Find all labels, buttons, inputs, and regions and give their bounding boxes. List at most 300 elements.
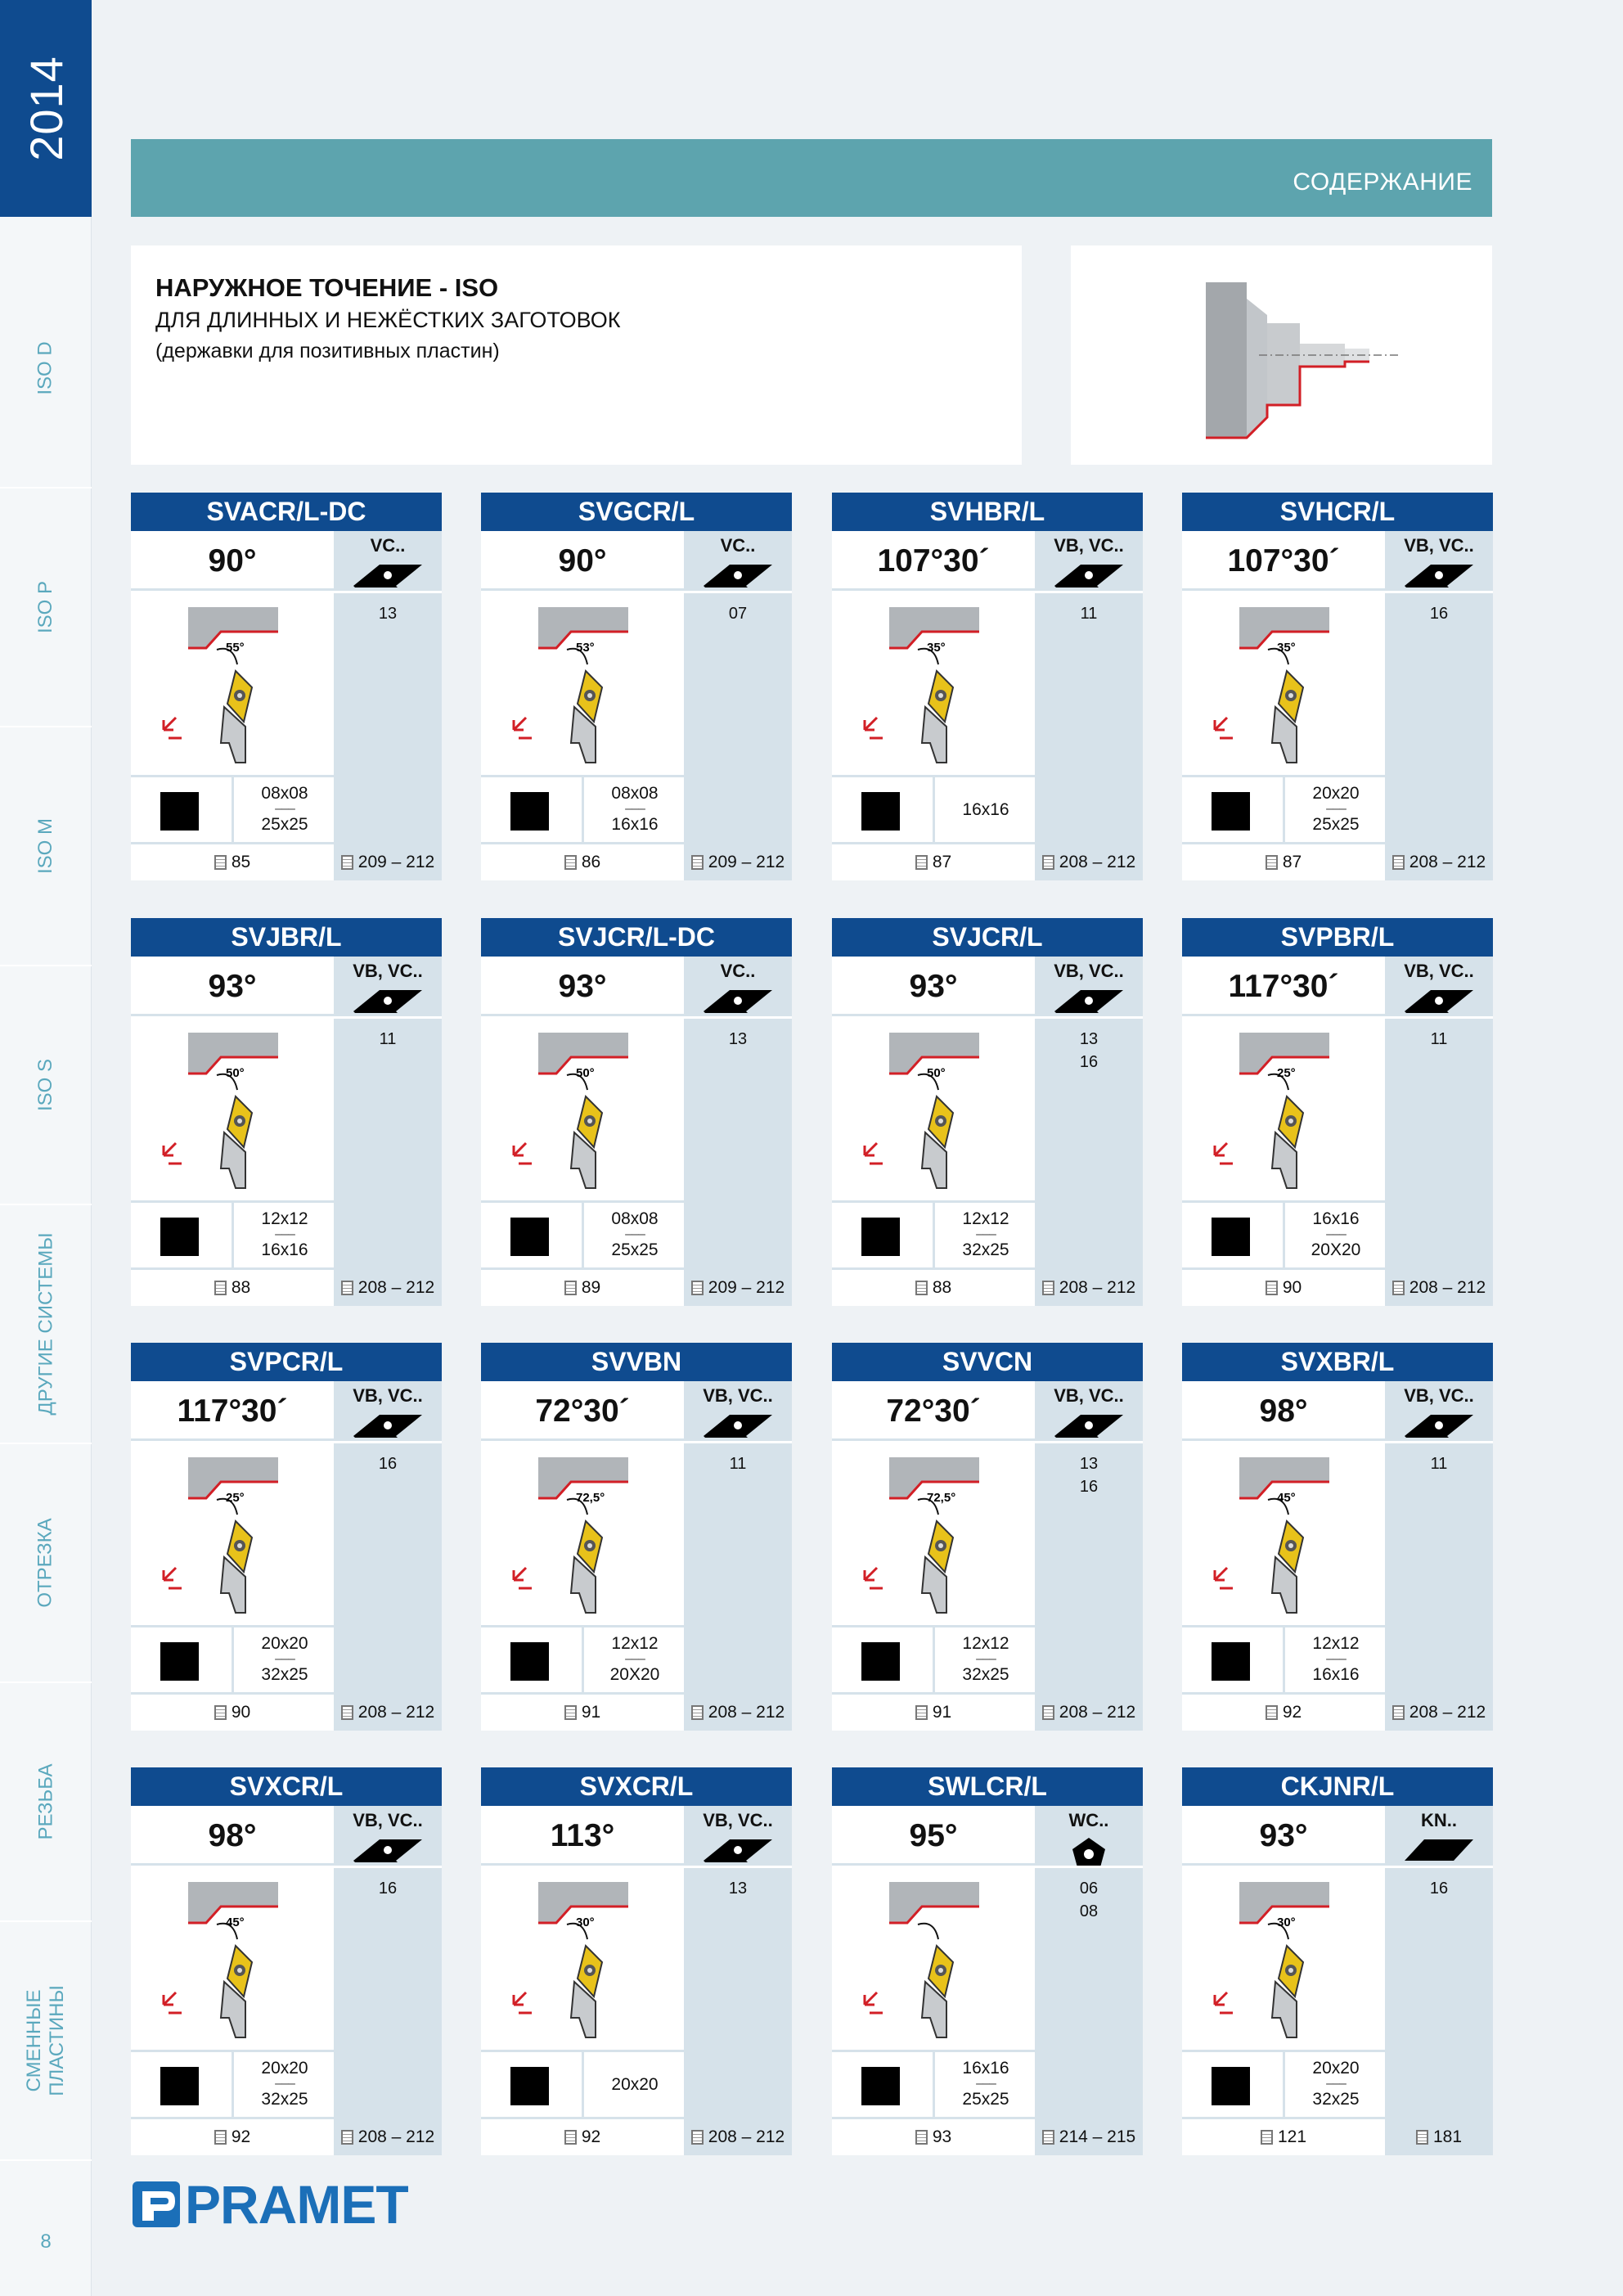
- divider: [933, 2052, 935, 2119]
- shank-size-min: 08x08: [611, 784, 659, 803]
- catalog-page-link[interactable]: [481, 2126, 684, 2149]
- year-tab[interactable]: [0, 0, 92, 217]
- page-icon: [1042, 1281, 1054, 1295]
- divider: [933, 1627, 935, 1695]
- approach-angle: 95°: [832, 1806, 1035, 1866]
- tool-code[interactable]: SVPCR/L: [131, 1343, 442, 1381]
- square-shank-icon: [510, 792, 549, 831]
- insert-pages: 209 – 212: [357, 853, 435, 871]
- tool-card[interactable]: [1182, 1343, 1493, 1731]
- page-icon: [214, 2130, 227, 2145]
- tool-code[interactable]: SVGCR/L: [481, 493, 792, 531]
- range-dash: –––: [275, 802, 294, 816]
- range-dash: –––: [275, 1227, 294, 1241]
- tool-card[interactable]: [131, 1767, 442, 2155]
- tool-card[interactable]: [1182, 918, 1493, 1306]
- sidebar-tab-iso-p[interactable]: [0, 488, 92, 727]
- range-dash: –––: [1326, 1227, 1346, 1241]
- insert-pages-link[interactable]: [684, 1701, 792, 1724]
- divider: [933, 777, 935, 844]
- square-shank-icon: [510, 1642, 549, 1681]
- catalog-page-link[interactable]: [131, 1701, 334, 1724]
- square-shank-icon: [1212, 1218, 1250, 1256]
- catalog-page-link[interactable]: [1182, 1276, 1385, 1299]
- tool-drawing: [1190, 599, 1377, 775]
- tool-drawing: [489, 1449, 676, 1625]
- page-icon: [1416, 2130, 1428, 2145]
- insert-pages: 208 – 212: [1059, 1278, 1136, 1297]
- insert-sizes: 13: [728, 1030, 748, 1048]
- catalog-page: 87: [932, 853, 952, 871]
- insert-pages-link[interactable]: [1035, 1276, 1143, 1299]
- approach-angle: 117°30´: [131, 1381, 334, 1441]
- catalog-page: 91: [932, 1703, 952, 1722]
- drawing-angle-label: 45°: [1277, 1491, 1296, 1505]
- divider: [1385, 1441, 1493, 1443]
- tool-code[interactable]: SVACR/L-DC: [131, 493, 442, 531]
- insert-pages-link[interactable]: [1035, 851, 1143, 874]
- insert-pages-link[interactable]: [684, 1276, 792, 1299]
- drawing-angle-label: 25°: [1277, 1066, 1296, 1080]
- catalog-page: 90: [1282, 1278, 1302, 1297]
- tool-code[interactable]: SVVBN: [481, 1343, 792, 1381]
- insert-pages-link[interactable]: [1385, 2126, 1493, 2149]
- shank-section: [1182, 2050, 1385, 2119]
- page-icon: [214, 1705, 227, 1720]
- divider: [1035, 1016, 1143, 1019]
- insert-sizes: 13: [728, 1880, 748, 1898]
- square-shank-icon: [1212, 1642, 1250, 1681]
- catalog-page: 121: [1277, 2127, 1307, 2146]
- tool-card[interactable]: [131, 1343, 442, 1731]
- tool-card[interactable]: [832, 918, 1143, 1306]
- tool-drawing: [139, 599, 326, 775]
- tool-card[interactable]: [832, 493, 1143, 880]
- tool-card[interactable]: [481, 1767, 792, 2155]
- divider: [582, 1203, 584, 1270]
- page-icon: [341, 1705, 353, 1720]
- shank-size-min: 08x08: [611, 1209, 659, 1228]
- divider: [232, 1627, 234, 1695]
- drawing-angle-label: 50°: [226, 1066, 245, 1080]
- tool-drawing: [489, 1024, 676, 1200]
- shank-size-min: 12x12: [261, 1209, 308, 1228]
- tool-card[interactable]: [832, 1343, 1143, 1731]
- drawing-angle-label: 30°: [576, 1916, 595, 1929]
- tool-code[interactable]: SVPBR/L: [1182, 918, 1493, 957]
- divider: [1283, 1203, 1285, 1270]
- divider: [1385, 591, 1493, 593]
- page-icon: [564, 1281, 577, 1295]
- page-note: (державки для позитивных пластин): [155, 340, 500, 362]
- sidebar-tab-threading[interactable]: [0, 1683, 92, 1922]
- catalog-page-link[interactable]: [131, 851, 334, 874]
- shank-section: [131, 1200, 334, 1270]
- section-header: [131, 139, 1492, 217]
- page-icon: [1261, 2130, 1273, 2145]
- catalog-page: 90: [231, 1703, 251, 1722]
- section-title[interactable]: СОДЕРЖАНИЕ: [1293, 169, 1472, 196]
- shank-section: [832, 1625, 1035, 1695]
- shank-size: 16x16: [962, 800, 1009, 819]
- catalog-page-link[interactable]: [1182, 2126, 1385, 2149]
- page-icon: [1392, 855, 1405, 870]
- sidebar-tab-label: ISO M: [34, 817, 56, 875]
- range-dash: –––: [976, 1227, 996, 1241]
- catalog-page: 85: [231, 853, 251, 871]
- divider: [232, 777, 234, 844]
- page-icon: [1392, 1281, 1405, 1295]
- divider: [1035, 1866, 1143, 1868]
- shank-size-max: 32x25: [261, 2090, 308, 2109]
- shank-size-max: 25x25: [1312, 815, 1360, 834]
- tool-card[interactable]: [832, 1767, 1143, 2155]
- sidebar: [0, 0, 92, 2296]
- insert-sizes: 16: [378, 1880, 398, 1898]
- page-number: 8: [40, 2231, 52, 2253]
- insert-type: VC..: [720, 535, 756, 556]
- insert-pages-link[interactable]: [1035, 2126, 1143, 2149]
- catalog-page: 88: [932, 1278, 952, 1297]
- drawing-angle-label: 72,5°: [576, 1491, 605, 1505]
- shank-section: [131, 2050, 334, 2119]
- catalog-page: 86: [581, 853, 601, 871]
- insert-pages-link[interactable]: [1385, 1276, 1493, 1299]
- insert-pages-link[interactable]: [1385, 1701, 1493, 1724]
- insert-shape-icon: [350, 1836, 425, 1864]
- insert-type: VC..: [720, 961, 756, 981]
- approach-angle: 113°: [481, 1806, 684, 1866]
- divider: [334, 591, 442, 593]
- shank-size-min: 16x16: [1312, 1209, 1360, 1228]
- insert-pages: 208 – 212: [1059, 853, 1136, 871]
- insert-pages-link[interactable]: [1385, 851, 1493, 874]
- page-title: НАРУЖНОЕ ТОЧЕНИЕ - ISO: [155, 273, 499, 302]
- catalog-page-link[interactable]: [481, 1701, 684, 1724]
- shank-section: [1182, 1200, 1385, 1270]
- divider: [582, 2052, 584, 2119]
- page-icon: [691, 1281, 704, 1295]
- tool-drawing: [840, 1024, 1027, 1200]
- catalog-page: 92: [231, 2127, 251, 2146]
- tool-drawing: [489, 599, 676, 775]
- tool-code[interactable]: SVXBR/L: [1182, 1343, 1493, 1381]
- tool-code[interactable]: SVJBR/L: [131, 918, 442, 957]
- shank-size-max: 16x16: [1312, 1665, 1360, 1684]
- page-icon: [691, 2130, 704, 2145]
- insert-pages-link[interactable]: [1035, 1701, 1143, 1724]
- shank-section: [481, 1625, 684, 1695]
- insert-type: VB, VC..: [1054, 1385, 1124, 1406]
- range-dash: –––: [976, 1652, 996, 1666]
- tool-drawing: [1190, 1874, 1377, 2050]
- drawing-angle-label: 55°: [226, 641, 245, 655]
- page-icon: [1392, 1705, 1405, 1720]
- approach-angle: 107°30´: [1182, 531, 1385, 591]
- insert-pages: 208 – 212: [357, 1278, 435, 1297]
- drawing-angle-label: 25°: [226, 1491, 245, 1505]
- catalog-page: 92: [581, 2127, 601, 2146]
- insert-shape-icon: [1401, 561, 1477, 589]
- insert-sizes: 13 16: [1079, 1030, 1099, 1071]
- insert-pages-link[interactable]: [334, 2126, 442, 2149]
- page-icon: [341, 2130, 353, 2145]
- approach-angle: 93°: [481, 957, 684, 1016]
- shank-size-max: 25x25: [261, 815, 308, 834]
- range-dash: –––: [625, 1227, 645, 1241]
- square-shank-icon: [861, 792, 900, 831]
- divider: [1385, 1016, 1493, 1019]
- page-icon: [915, 855, 928, 870]
- drawing-angle-label: 30°: [1277, 1916, 1296, 1929]
- year-label: 2014: [20, 56, 72, 161]
- tool-code[interactable]: SVVCN: [832, 1343, 1143, 1381]
- range-dash: –––: [625, 802, 645, 816]
- square-shank-icon: [160, 1218, 199, 1256]
- shank-section: [1182, 775, 1385, 844]
- insert-pages-link[interactable]: [684, 851, 792, 874]
- tool-card[interactable]: [131, 918, 442, 1306]
- tool-drawing: [840, 1449, 1027, 1625]
- tool-card[interactable]: [481, 1343, 792, 1731]
- divider: [1283, 2052, 1285, 2119]
- range-dash: –––: [976, 2077, 996, 2091]
- sidebar-tab-parting[interactable]: [0, 1444, 92, 1683]
- insert-pages: 208 – 212: [1059, 1703, 1136, 1722]
- insert-pages: 208 – 212: [1409, 1703, 1486, 1722]
- insert-type: VB, VC..: [1054, 961, 1124, 981]
- divider: [1283, 777, 1285, 844]
- catalog-page-link[interactable]: [131, 1276, 334, 1299]
- sidebar-tab-label: РЕЗЬБА: [34, 1763, 56, 1840]
- square-shank-icon: [160, 2067, 199, 2105]
- shank-section: [832, 775, 1035, 844]
- catalog-page: 87: [1282, 853, 1302, 871]
- catalog-page-link[interactable]: [481, 1276, 684, 1299]
- insert-type: VB, VC..: [353, 961, 423, 981]
- square-shank-icon: [1212, 792, 1250, 831]
- divider: [582, 1627, 584, 1695]
- shank-section: [481, 775, 684, 844]
- shank-size-min: 12x12: [962, 1634, 1009, 1653]
- insert-pages: 208 – 212: [357, 2127, 435, 2146]
- shank-size-min: 12x12: [962, 1209, 1009, 1228]
- sidebar-tab-iso-d[interactable]: [0, 250, 92, 488]
- approach-angle: 117°30´: [1182, 957, 1385, 1016]
- range-dash: –––: [1326, 802, 1346, 816]
- catalog-page: 88: [231, 1278, 251, 1297]
- shank-size-min: 20x20: [261, 1634, 308, 1653]
- tool-code[interactable]: SVXCR/L: [131, 1767, 442, 1806]
- catalog-page-link[interactable]: [481, 851, 684, 874]
- insert-type: VB, VC..: [1054, 535, 1124, 556]
- page-icon: [915, 1705, 928, 1720]
- square-shank-icon: [160, 792, 199, 831]
- tool-card[interactable]: [481, 493, 792, 880]
- catalog-page-link[interactable]: [832, 1701, 1035, 1724]
- approach-angle: 98°: [1182, 1381, 1385, 1441]
- shank-size-max: 32x25: [1312, 2090, 1360, 2109]
- tool-drawing: [139, 1024, 326, 1200]
- shank-size-min: 16x16: [962, 2059, 1009, 2078]
- page-icon: [341, 855, 353, 870]
- insert-sizes: 16: [378, 1455, 398, 1473]
- insert-pages: 214 – 215: [1059, 2127, 1136, 2146]
- insert-pages: 208 – 212: [357, 1703, 435, 1722]
- insert-pages-link[interactable]: [334, 851, 442, 874]
- tool-card[interactable]: [481, 918, 792, 1306]
- catalog-page-link[interactable]: [832, 1276, 1035, 1299]
- drawing-angle-label: 50°: [927, 1066, 946, 1080]
- sidebar-tab-iso-s[interactable]: [0, 966, 92, 1205]
- catalog-page: 91: [581, 1703, 601, 1722]
- insert-type: VB, VC..: [353, 1810, 423, 1830]
- sidebar-tab-label: ISO S: [34, 1058, 56, 1112]
- divider: [684, 591, 792, 593]
- approach-angle: 72°30´: [832, 1381, 1035, 1441]
- insert-shape-icon: [1051, 1411, 1126, 1439]
- insert-type: VB, VC..: [1404, 961, 1474, 981]
- shank-size-min: 12x12: [611, 1634, 659, 1653]
- shank-size-max: 32x25: [962, 1240, 1009, 1259]
- workpiece-drawing: [1071, 245, 1492, 465]
- insert-sizes: 07: [728, 605, 748, 623]
- approach-angle: 93°: [131, 957, 334, 1016]
- catalog-page-link[interactable]: [131, 2126, 334, 2149]
- insert-pages: 208 – 212: [1409, 853, 1486, 871]
- approach-angle: 90°: [131, 531, 334, 591]
- insert-shape-icon: [1051, 1836, 1126, 1864]
- tool-code[interactable]: SVXCR/L: [481, 1767, 792, 1806]
- page-icon: [691, 855, 704, 870]
- divider: [334, 1866, 442, 1868]
- page-subtitle: ДЛЯ ДЛИННЫХ И НЕЖЁСТКИХ ЗАГОТОВОК: [155, 308, 621, 332]
- shank-size-min: 20x20: [1312, 784, 1360, 803]
- tool-code[interactable]: SWLCR/L: [832, 1767, 1143, 1806]
- range-dash: –––: [275, 2077, 294, 2091]
- shank-section: [131, 775, 334, 844]
- shank-size-max: 32x25: [962, 1665, 1009, 1684]
- catalog-page-link[interactable]: [1182, 851, 1385, 874]
- shank-size-max: 20X20: [1311, 1240, 1361, 1259]
- page-icon: [214, 855, 227, 870]
- insert-shape-icon: [700, 1411, 776, 1439]
- shank-size-max: 25x25: [611, 1240, 659, 1259]
- page-icon: [915, 2130, 928, 2145]
- intro-box: [131, 245, 1022, 465]
- page-icon: [691, 1705, 704, 1720]
- page-icon: [564, 855, 577, 870]
- range-dash: –––: [275, 1652, 294, 1666]
- page-icon: [1042, 2130, 1054, 2145]
- insert-sizes: 11: [1430, 1455, 1448, 1473]
- insert-shape-icon: [1051, 987, 1126, 1015]
- range-dash: –––: [1326, 1652, 1346, 1666]
- tool-code[interactable]: SVHBR/L: [832, 493, 1143, 531]
- square-shank-icon: [1212, 2067, 1250, 2105]
- tool-card[interactable]: [1182, 493, 1493, 880]
- insert-sizes: 16: [1429, 605, 1449, 623]
- insert-pages: 209 – 212: [708, 1278, 785, 1297]
- tool-card[interactable]: [1182, 1767, 1493, 2155]
- tool-code[interactable]: SVHCR/L: [1182, 493, 1493, 531]
- sidebar-tab-inserts[interactable]: [0, 1922, 92, 2161]
- sidebar-tab-label: ISO P: [34, 580, 56, 634]
- drawing-angle-label: 50°: [576, 1066, 595, 1080]
- tool-drawing: [139, 1874, 326, 2050]
- divider: [582, 777, 584, 844]
- divider: [933, 1203, 935, 1270]
- square-shank-icon: [861, 1642, 900, 1681]
- insert-pages: 181: [1432, 2127, 1463, 2146]
- sidebar-tab-iso-m[interactable]: [0, 727, 92, 966]
- approach-angle: 93°: [1182, 1806, 1385, 1866]
- insert-shape-icon: [350, 561, 425, 589]
- shank-section: [481, 1200, 684, 1270]
- insert-shape-icon: [700, 1836, 776, 1864]
- shank-size-max: 20X20: [609, 1665, 660, 1684]
- catalog-page-link[interactable]: [1182, 1701, 1385, 1724]
- insert-pages: 208 – 212: [708, 1703, 785, 1722]
- approach-angle: 93°: [832, 957, 1035, 1016]
- insert-pages-link[interactable]: [334, 1701, 442, 1724]
- insert-type: VB, VC..: [703, 1385, 773, 1406]
- page-icon: [564, 2130, 577, 2145]
- shank-section: [832, 1200, 1035, 1270]
- insert-pages-link[interactable]: [684, 2126, 792, 2149]
- insert-type: VB, VC..: [1404, 535, 1474, 556]
- shank-size-min: 12x12: [1312, 1634, 1360, 1653]
- tool-drawing: [840, 599, 1027, 775]
- sidebar-tab-other-systems[interactable]: [0, 1205, 92, 1444]
- insert-sizes: 16: [1429, 1880, 1449, 1898]
- insert-pages-link[interactable]: [334, 1276, 442, 1299]
- divider: [334, 1016, 442, 1019]
- page-icon: [915, 1281, 928, 1295]
- tool-code[interactable]: SVJCR/L: [832, 918, 1143, 957]
- catalog-page-link[interactable]: [832, 851, 1035, 874]
- sidebar-tab-label: ISO D: [34, 341, 56, 395]
- page-icon: [1042, 855, 1054, 870]
- shank-size-min: 20x20: [1312, 2059, 1360, 2078]
- drawing-angle-label: 53°: [576, 641, 595, 655]
- tool-drawing: [1190, 1449, 1377, 1625]
- divider: [232, 2052, 234, 2119]
- divider: [1035, 1441, 1143, 1443]
- tool-code[interactable]: SVJCR/L-DC: [481, 918, 792, 957]
- drawing-angle-label: 72,5°: [927, 1491, 956, 1505]
- catalog-page-link[interactable]: [832, 2126, 1035, 2149]
- insert-shape-icon: [350, 1411, 425, 1439]
- page-icon: [1266, 1281, 1278, 1295]
- insert-pages: 208 – 212: [708, 2127, 785, 2146]
- sidebar-tab-label: СМЕННЫЕ ПЛАСТИНЫ: [23, 1985, 69, 2096]
- insert-shape-icon: [700, 561, 776, 589]
- insert-shape-icon: [1401, 1411, 1477, 1439]
- sidebar-tab-label: ОТРЕЗКА: [34, 1518, 56, 1608]
- divider: [684, 1441, 792, 1443]
- tool-drawing: [840, 1874, 1027, 2050]
- insert-sizes: 13: [378, 605, 398, 623]
- drawing-angle-label: 45°: [226, 1916, 245, 1929]
- tool-drawing: [139, 1449, 326, 1625]
- square-shank-icon: [510, 1218, 549, 1256]
- approach-angle: 90°: [481, 531, 684, 591]
- insert-sizes: 11: [729, 1455, 747, 1473]
- shank-size-max: 16x16: [261, 1240, 308, 1259]
- tool-code[interactable]: CKJNR/L: [1182, 1767, 1493, 1806]
- tool-card[interactable]: [131, 493, 442, 880]
